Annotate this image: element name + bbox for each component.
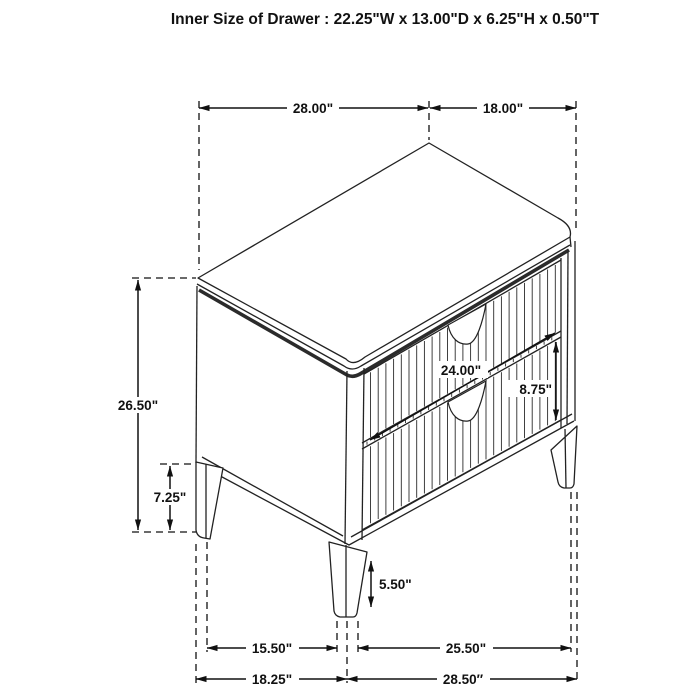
- dim-base-width-right: [347, 671, 577, 687]
- dim-front-leg-spacing: [207, 640, 337, 656]
- dim-label-drawer-front-height: 8.75": [519, 382, 552, 397]
- dim-label-front-leg-spacing: 15.50": [251, 641, 293, 656]
- left-side-panel: [196, 286, 574, 545]
- dim-leg-base-height: [148, 464, 196, 530]
- dim-label-drawer-front-width: 24.00": [440, 363, 482, 378]
- dim-base-width-left: [196, 671, 347, 687]
- nightstand-top: [197, 143, 571, 376]
- diagram-title: Inner Size of Drawer : 22.25"W x 13.00"D x 6.25"H x 0.50"T: [170, 11, 600, 28]
- center-leg: [329, 542, 367, 617]
- dim-leg-height: [371, 561, 422, 607]
- dim-side-leg-spacing: [358, 640, 571, 656]
- dim-label-overall-height: 26.50": [117, 398, 159, 413]
- left-leg: [196, 462, 223, 539]
- right-leg: [551, 426, 577, 488]
- dim-label-base-width-right: 28.50″: [442, 672, 484, 687]
- dim-label-leg-height: 5.50": [379, 577, 412, 592]
- dim-label-top-width: 28.00": [292, 101, 334, 116]
- dim-label-leg-base-height: 7.25": [153, 490, 187, 505]
- dim-label-top-depth: 18.00": [482, 101, 524, 116]
- dim-top-width: [199, 100, 429, 270]
- dim-label-base-width-left: 18.25": [251, 672, 293, 687]
- dim-label-side-leg-spacing: 25.50": [445, 641, 487, 656]
- dim-top-depth: [430, 100, 576, 228]
